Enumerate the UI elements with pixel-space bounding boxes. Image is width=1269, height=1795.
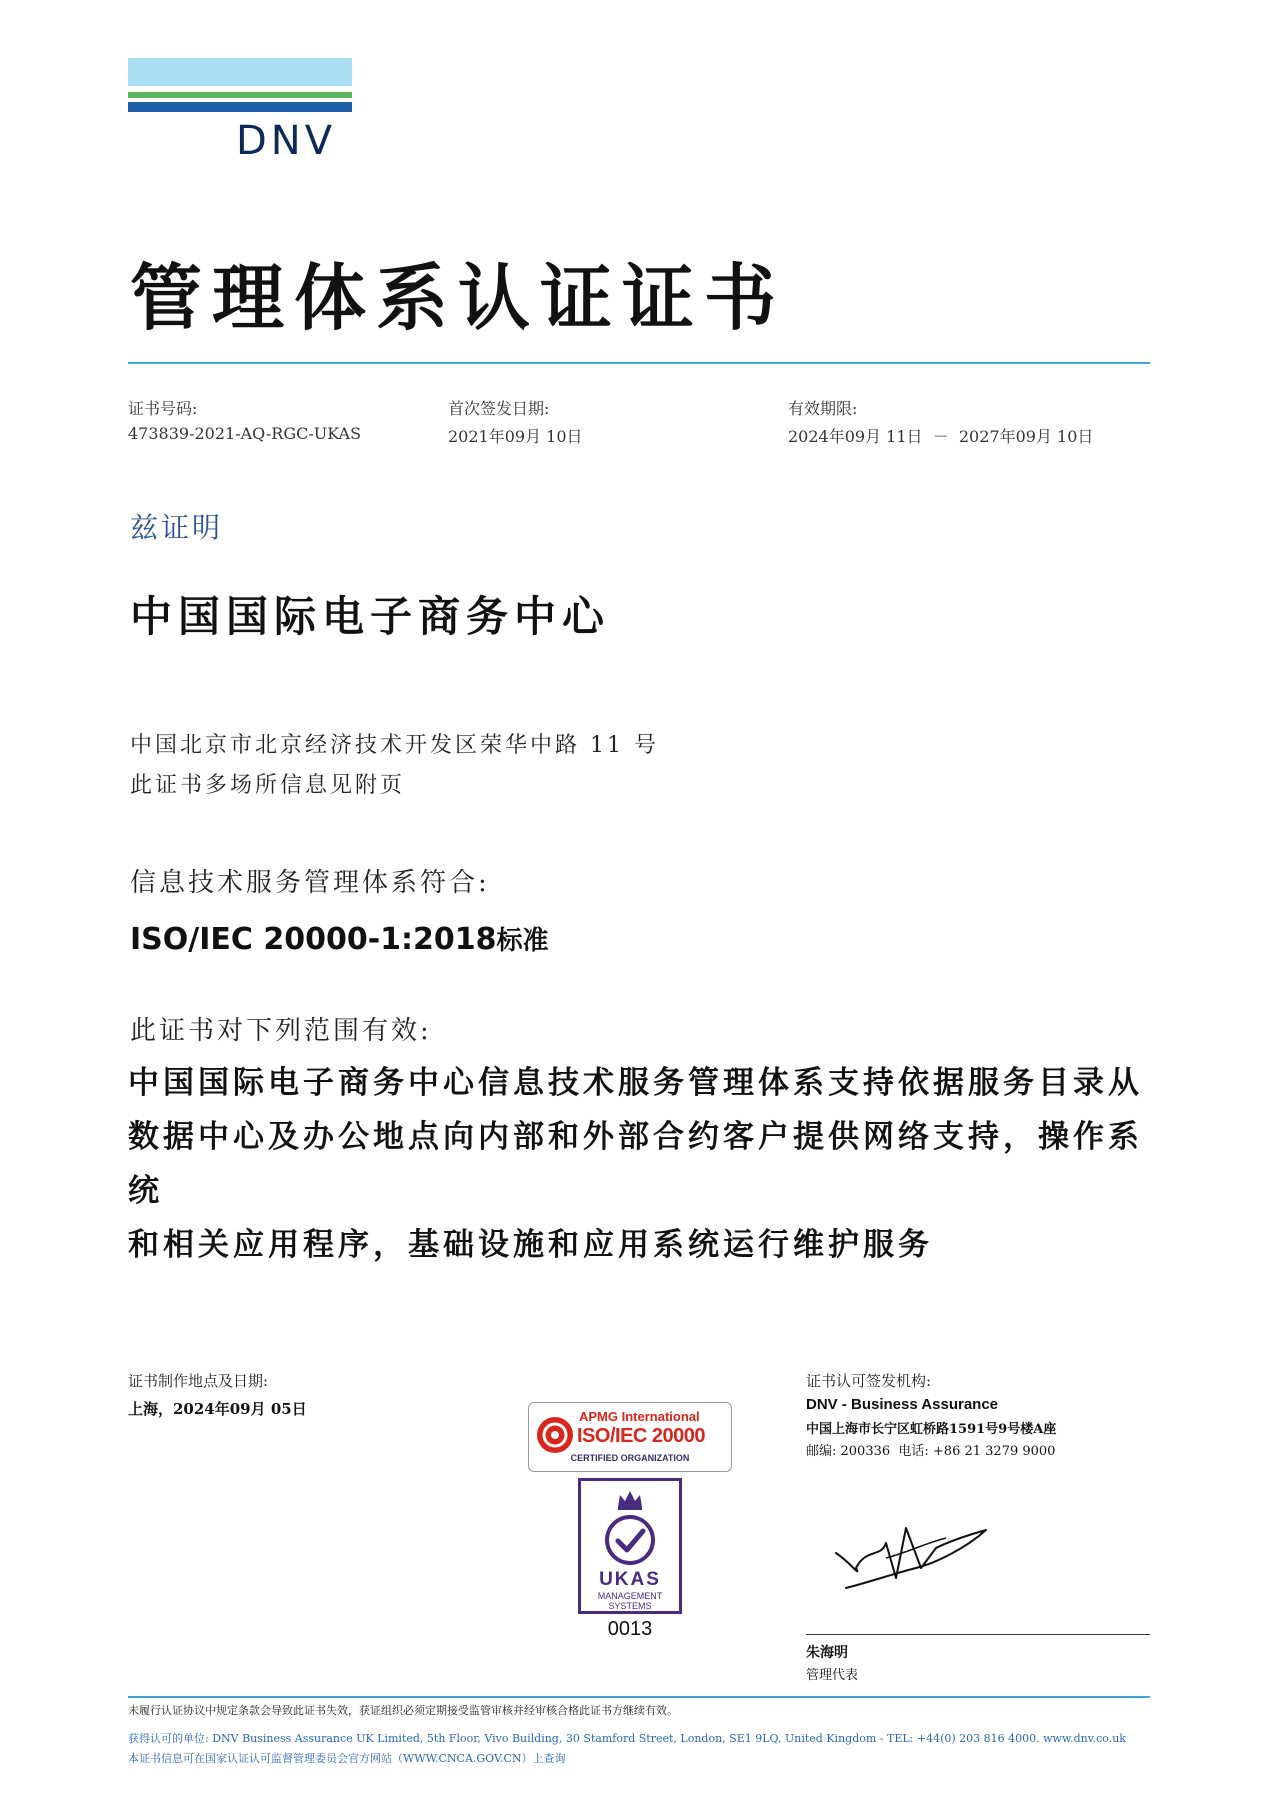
signature — [826, 1508, 1006, 1598]
ukas-badge — [578, 1478, 682, 1614]
issuer-address: 中国上海市长宁区虹桥路1591号9号楼A座 — [806, 1422, 1057, 1437]
apmg-line2: ISO/IEC 20000 — [577, 1425, 706, 1447]
logo-blue-stripe — [128, 102, 352, 112]
organization-name: 中国国际电子商务中心 — [130, 592, 611, 641]
title-rule — [128, 362, 1150, 364]
organization-address: 中国北京市北京经济技术开发区荣华中路 11 号 — [130, 733, 659, 758]
cert-no-value: 473839-2021-AQ-RGC-UKAS — [128, 424, 362, 443]
signature-rule — [806, 1634, 1150, 1635]
scope-line: 数据中心及办公地点向内部和外部合约客户提供网络支持，操作系统 — [128, 1119, 1143, 1209]
scope-text — [128, 1056, 1158, 1272]
signer-title: 管理代表 — [806, 1668, 859, 1683]
issuer-name: DNV - Business Assurance — [806, 1396, 999, 1413]
apmg-line1: APMG International — [579, 1409, 700, 1424]
standard-name: ISO/IEC 20000-1:2018 — [130, 922, 497, 957]
apmg-badge — [528, 1402, 732, 1472]
validity-value: 2024年09月 11日 － 2027年09月 10日 — [788, 427, 1094, 446]
validity-label: 有效期限: — [788, 399, 858, 418]
scope-label: 此证书对下列范围有效: — [130, 1016, 432, 1046]
ukas-sub1: MANAGEMENT — [597, 1591, 663, 1601]
brand-wordmark: DNV — [236, 118, 337, 164]
first-issue-label: 首次签发日期: — [448, 399, 550, 418]
apmg-swirl-icon — [535, 1415, 575, 1455]
first-issue-value: 2021年09月 10日 — [448, 427, 583, 446]
issuer-label: 证书认可签发机构: — [806, 1372, 932, 1390]
footer-validity-note: 未履行认证协议中规定条款会导致此证书失效，获证组织必须定期接受监管审核并经审核合格此证书方继续有效。 — [128, 1704, 678, 1717]
place-date-label: 证书制作地点及日期: — [128, 1372, 269, 1390]
logo-green-stripe — [128, 92, 352, 98]
place-date-value: 上海，2024年09月 05日 — [128, 1400, 307, 1418]
certificate-title: 管理体系认证证书 — [130, 255, 787, 340]
scope-line: 和相关应用程序，基础设施和应用系统运行维护服务 — [128, 1227, 933, 1263]
ukas-sub2: SYSTEMS — [608, 1601, 652, 1611]
footer-accreditation: 获得认可的单位: DNV Business Assurance UK Limited, 5th Floor, Vivo Building, 30 Stamford Street, London, SE1 9LQ, United Kingdom - TEL: +44(0) 203 816 4000. www.dnv.co.uk — [128, 1732, 1126, 1745]
footer-cnca: 本证书信息可在国家认证认可监督管理委员会官方网站（WWW.CNCA.GOV.CN）上查询 — [128, 1752, 566, 1765]
hereby-certify: 兹证明 — [130, 511, 224, 544]
logo-sky-band — [128, 58, 352, 86]
crown-icon — [615, 1487, 645, 1511]
ukas-number: 0013 — [607, 1618, 653, 1640]
signer-name: 朱海明 — [806, 1645, 848, 1661]
multi-site-note: 此证书多场所信息见附页 — [130, 773, 406, 798]
apmg-line3: CERTIFIED ORGANIZATION — [570, 1453, 690, 1463]
footer-rule — [128, 1696, 1150, 1698]
cert-no-label: 证书号码: — [128, 399, 198, 418]
standard-line — [130, 920, 549, 957]
standard-suffix: 标准 — [496, 926, 549, 956]
issuer-contact: 邮编: 200336 电话: +86 21 3279 9000 — [806, 1444, 1056, 1459]
ukas-text: UKAS — [599, 1569, 661, 1590]
conformity-statement: 信息技术服务管理体系符合: — [130, 868, 490, 898]
scope-line: 中国国际电子商务中心信息技术服务管理体系支持依据服务目录从 — [128, 1065, 1143, 1101]
tick-icon — [603, 1513, 657, 1567]
